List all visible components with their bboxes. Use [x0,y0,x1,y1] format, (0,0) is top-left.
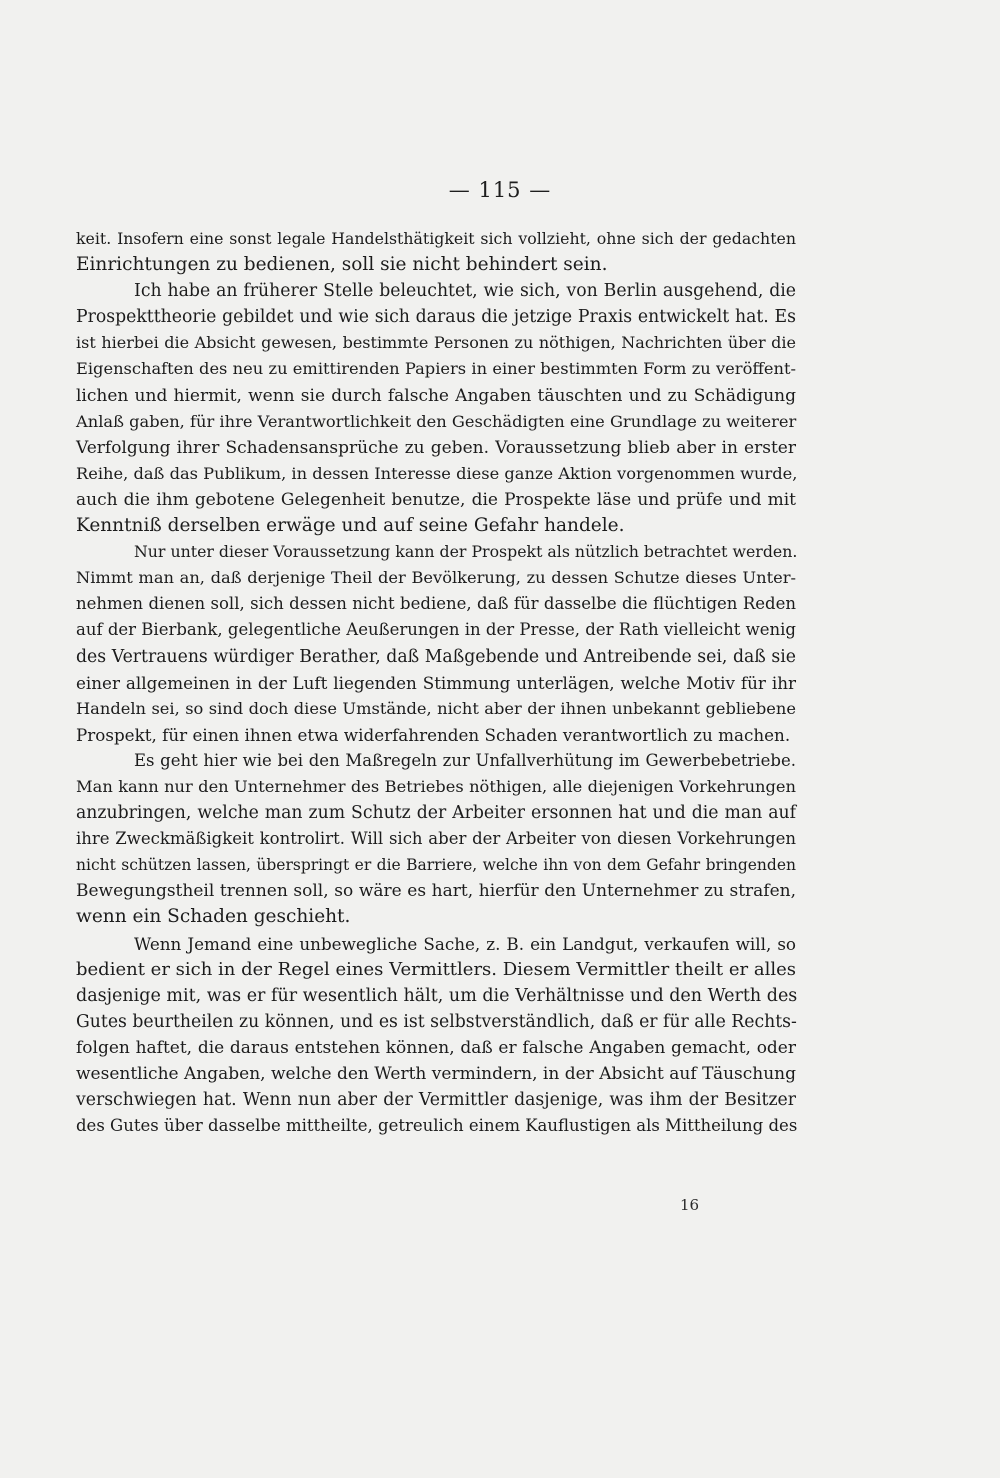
text-line: dasjenige mit, was er für wesentlich hält, um die Verhältnisse und den Werth des [76,985,798,1006]
text-line: Ich habe an früherer Stelle beleuchtet, wie sich, von Berlin ausgehend, die [134,281,796,302]
text-line: Kenntniß derselben erwäge und auf seine Gefahr handele. [76,515,625,537]
text-line: Einrichtungen zu bedienen, soll sie nicht behindert sein. [76,254,608,276]
text-line: wesentliche Angaben, welche den Werth vermindern, in der Absicht auf Täuschung [76,1064,796,1084]
text-line: verschwiegen hat. Wenn nun aber der Vermittler dasjenige, was ihm der Besitzer [76,1090,796,1111]
text-line: bedient er sich in der Regel eines Vermittlers. Diesem Vermittler theilt er alles [76,958,796,980]
text-line: wenn ein Schaden geschieht. [76,906,351,928]
text-line: Man kann nur den Unternehmer des Betriebes nöthigen, alle diejenigen Vorkehrungen [76,776,796,796]
text-line: des Gutes über dasselbe mittheilte, getreulich einem Kauflustigen als Mittheilung des [76,1116,798,1136]
text-line: ist hierbei die Absicht gewesen, bestimmte Personen zu nöthigen, Nachrichten über die [76,333,796,353]
text-line: keit. Insofern eine sonst legale Handelsthätigkeit sich vollzieht, ohne sich der gedachten [76,229,796,248]
signature-mark: 16 [680,1196,700,1214]
text-line: folgen haftet, die daraus entstehen können, daß er falsche Angaben gemacht, oder [76,1037,796,1058]
text-line: nehmen dienen soll, sich dessen nicht bediene, daß für dasselbe die flüchtigen Reden [76,594,796,614]
text-line: Gutes beurtheilen zu können, und es ist selbstverständlich, daß er für alle Rechts- [76,1011,797,1032]
text-line: Handeln sei, so sind doch diese Umstände, nicht aber der ihnen unbekannt gebliebene [76,698,796,718]
text-line: Es geht hier wie bei den Maßregeln zur Unfallverhütung im Gewerbebetriebe. [134,750,796,770]
page-number: — 115 — [448,178,552,202]
text-line: Reihe, daß das Publikum, in dessen Interesse diese ganze Aktion vorgenommen wurde, [76,463,798,483]
text-line: Bewegungstheil trennen soll, so wäre es hart, hierfür den Unternehmer zu strafen, [76,881,796,902]
body-text [76,226,796,1139]
text-line: auch die ihm gebotene Gelegenheit benutze, die Prospekte läse und prüfe und mit [76,489,796,510]
text-line: ihre Zweckmäßigkeit kontrolirt. Will sich aber der Arbeiter von diesen Vorkehrungen [76,829,796,849]
text-line: Eigenschaften des neu zu emittirenden Papiers in einer bestimmten Form zu veröffent- [76,359,796,379]
text-line: einer allgemeinen in der Luft liegenden Stimmung unterlägen, welche Motiv für ihr [76,672,796,693]
text-line: Prospekt, für einen ihnen etwa widerfahrenden Schaden verantwortlich zu machen. [76,724,791,745]
text-line: des Vertrauens würdiger Berather, daß Maßgebende und Antreibende sei, daß sie [76,646,796,667]
text-line: Anlaß gaben, für ihre Verantwortlichkeit den Geschädigten eine Grundlage zu weiterer [76,411,797,431]
text-line: anzubringen, welche man zum Schutz der Arbeiter ersonnen hat und die man auf [76,803,796,824]
text-line: lichen und hiermit, wenn sie durch falsche Angaben täuschten und zu Schädigung [76,385,796,406]
text-line: Wenn Jemand eine unbewegliche Sache, z. B. ein Landgut, verkaufen will, so [134,933,796,954]
text-line: nicht schützen lassen, überspringt er die Barriere, welche ihn von dem Gefahr bringenden [76,856,796,875]
text-line: Prospekttheorie gebildet und wie sich daraus die jetzige Praxis entwickelt hat. Es [76,307,796,328]
text-line: Nimmt man an, daß derjenige Theil der Bevölkerung, zu dessen Schutze dieses Unter- [76,568,796,588]
text-line: auf der Bierbank, gelegentliche Aeußerungen in der Presse, der Rath vielleicht wenig [76,620,796,640]
text-line: Nur unter dieser Voraussetzung kann der Prospekt als nützlich betrachtet werden. [134,542,798,562]
text-line: Verfolgung ihrer Schadensansprüche zu geben. Voraussetzung blieb aber in erster [76,437,796,458]
